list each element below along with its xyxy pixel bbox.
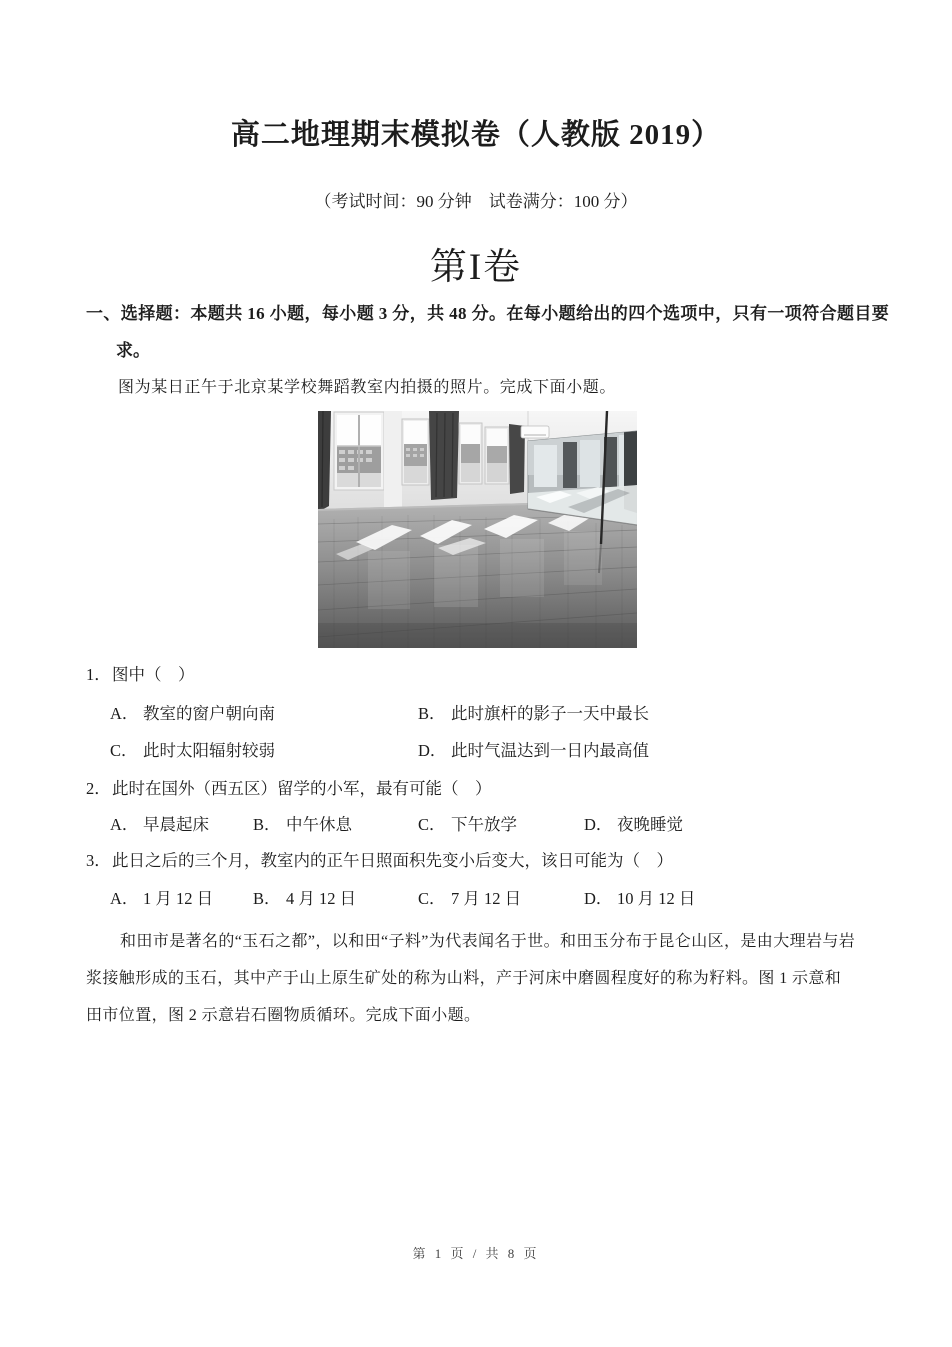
question-3: [86, 847, 673, 871]
section-heading-line-1: 一、选择题：本题共 16 小题，每小题 3 分，共 48 分。在每小题给出的四个选项中，只有一项符合题目要: [86, 304, 890, 323]
question-1-option-b: B． 此时旗杆的影子一天中最长: [418, 704, 649, 723]
question-3-options-row: [0, 885, 952, 909]
question-2-option-b: B． 中午休息: [253, 815, 352, 834]
question-1-stem: 图中（ ）: [112, 665, 195, 684]
part-1-heading: 第I卷: [429, 247, 523, 288]
question-2-option-a: A． 早晨起床: [110, 815, 209, 834]
question-1-number: 1．: [86, 665, 111, 684]
dance-classroom-photo: [318, 411, 637, 648]
question-3-option-a: A． 1 月 12 日: [110, 889, 214, 908]
question-1-options-row-1: [0, 700, 952, 724]
question-2-option-d: D． 夜晚睡觉: [584, 815, 683, 834]
exam-title: 高二地理期末模拟卷（人教版 2019）: [230, 119, 722, 151]
question-3-option-b: B． 4 月 12 日: [253, 889, 357, 908]
question-2-option-c: C． 下午放学: [418, 815, 517, 834]
question-3-stem: 此日之后的三个月，教室内的正午日照面积先变小后变大，该日可能为（ ）: [112, 851, 673, 870]
dance-classroom-photo-graphic: [318, 411, 637, 648]
question-1-option-d: D． 此时气温达到一日内最高值: [418, 741, 649, 760]
section-heading-line-2: 求。: [116, 341, 150, 360]
question-1-option-c: C． 此时太阳辐射较弱: [110, 741, 275, 760]
question-3-number: 3．: [86, 851, 111, 870]
intro-text: 图为某日正午于北京某学校舞蹈教室内拍摄的照片。完成下面小题。: [118, 379, 617, 396]
question-3-option-d: D． 10 月 12 日: [584, 889, 696, 908]
question-2: [86, 775, 492, 799]
question-1: [86, 661, 195, 685]
question-3-option-c: C． 7 月 12 日: [418, 889, 522, 908]
question-2-stem: 此时在国外（西五区）留学的小军，最有可能（ ）: [112, 779, 492, 798]
exam-info: （考试时间：90 分钟 试卷满分：100 分）: [314, 192, 638, 211]
question-1-options-row-2: [0, 737, 952, 761]
passage-line-2: 浆接触形成的玉石，其中产于山上原生矿处的称为山料，产于河床中磨圆程度好的称为籽料。图 1 示意和: [86, 970, 842, 987]
passage-line-1: 和田市是著名的“玉石之都”，以和田“子料”为代表闻名于世。和田玉分布于昆仑山区，是由大理岩与岩: [120, 933, 856, 950]
question-2-number: 2．: [86, 779, 111, 798]
page-number-footer: 第 1 页 / 共 8 页: [412, 1246, 540, 1261]
question-1-option-a: A． 教室的窗户朝向南: [110, 704, 275, 723]
passage-line-3: 田市位置，图 2 示意岩石圈物质循环。完成下面小题。: [86, 1007, 481, 1024]
question-2-options-row: [0, 811, 952, 835]
